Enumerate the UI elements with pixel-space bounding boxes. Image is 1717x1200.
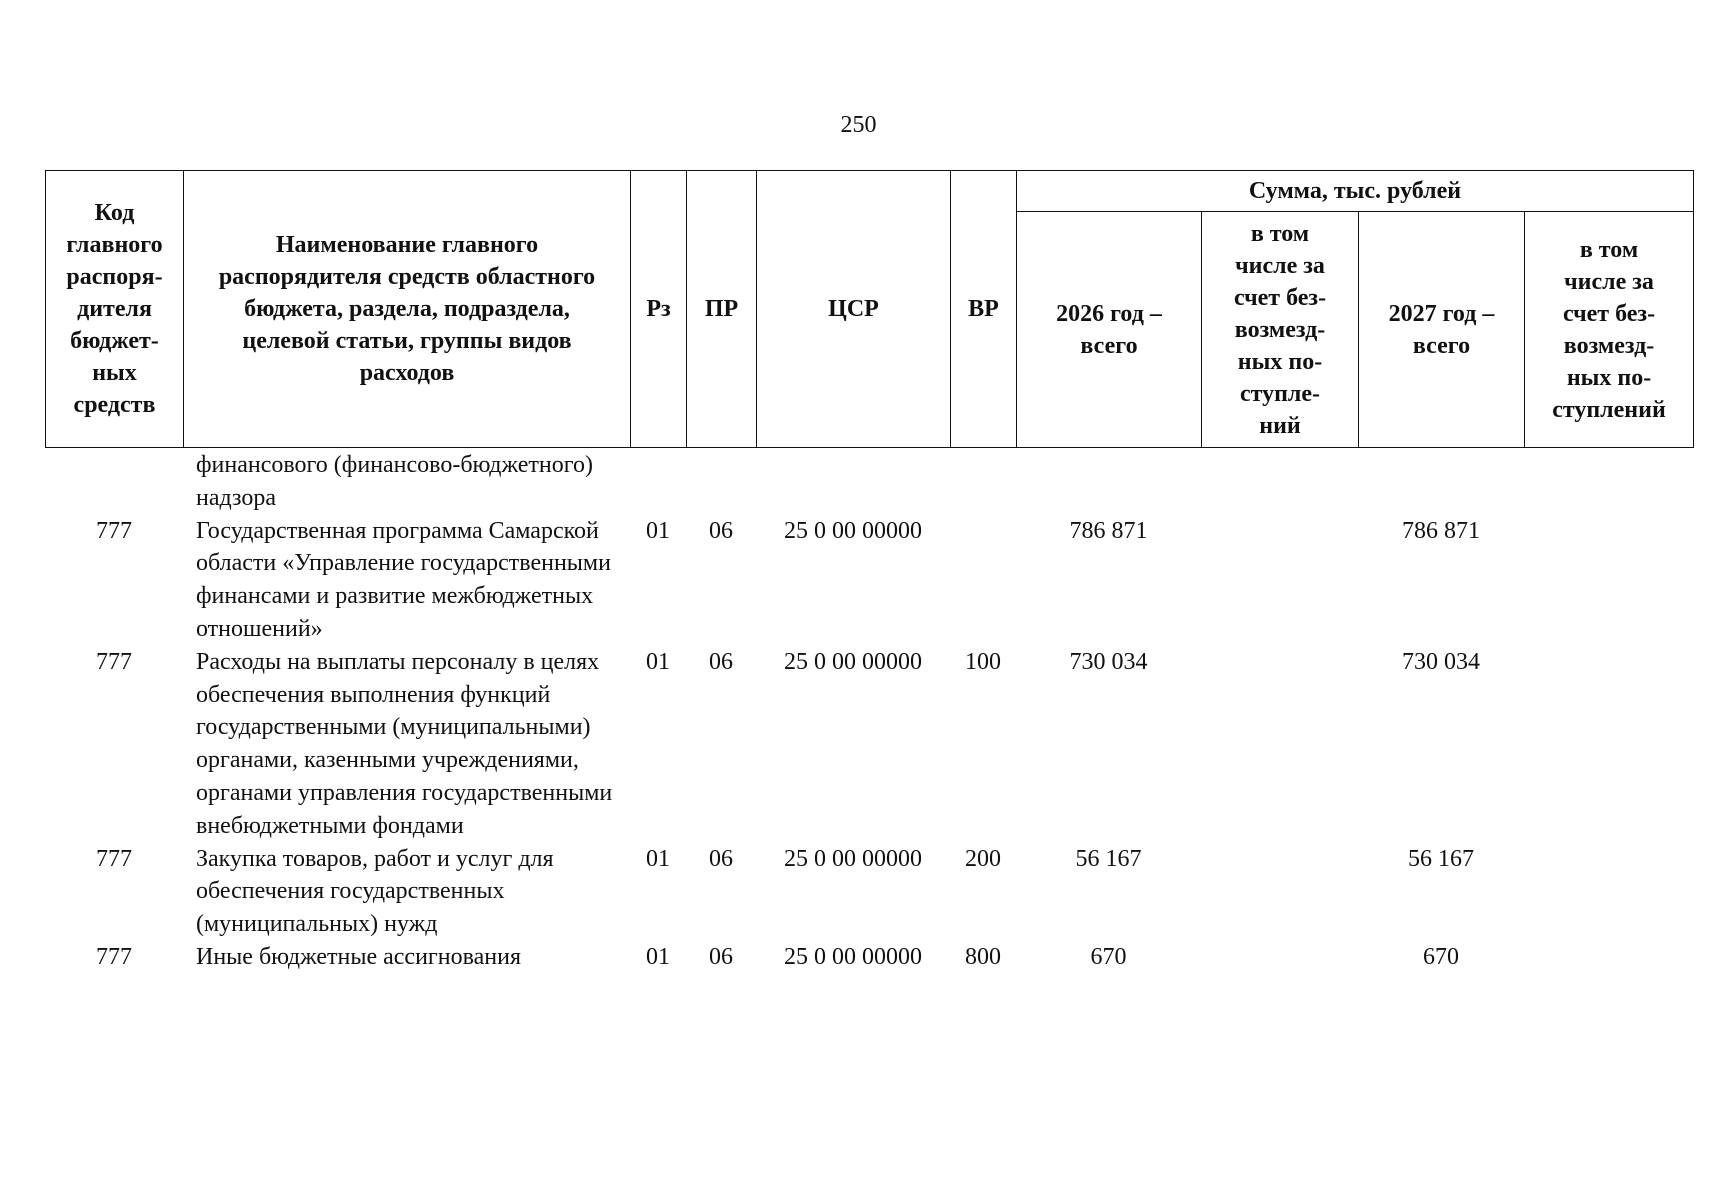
header-pr: ПР (687, 171, 757, 448)
header-sum-title: Сумма, тыс. рублей (1017, 171, 1694, 212)
cell-2026-free (1201, 449, 1358, 515)
cell-rz (630, 449, 686, 515)
cell-name: Иные бюджетные ассигнования (196, 943, 521, 970)
cell-code: 777 (96, 845, 132, 872)
header-2026-total: 2026 год – всего (1017, 212, 1202, 448)
header-csr: ЦСР (757, 171, 951, 448)
cell-csr: 25 0 00 00000 (784, 943, 922, 970)
cell-2026-free (1201, 843, 1358, 941)
cell-pr: 06 (709, 943, 733, 970)
cell-2026-total: 670 (1090, 943, 1127, 970)
cell-code: 777 (96, 517, 132, 544)
header-code: Код главного распоря- дителя бюджет- ных средств (46, 171, 184, 448)
cell-name: финансового (финансово-бюджетного) надзора (196, 452, 593, 511)
cell-2026-free (1201, 941, 1358, 974)
cell-name: Закупка товаров, работ и услуг для обеспечения государственных (муниципальных) нужд (196, 845, 554, 938)
cell-vr (950, 515, 1016, 646)
cell-rz: 01 (646, 517, 670, 544)
cell-2027-total (1358, 449, 1524, 515)
cell-csr (756, 449, 950, 515)
cell-2027-total: 786 871 (1402, 517, 1480, 544)
table-header (45, 170, 1694, 448)
cell-2027-total: 670 (1423, 943, 1459, 970)
table-row (45, 843, 1693, 941)
cell-2027-total: 56 167 (1408, 845, 1474, 872)
cell-rz: 01 (646, 648, 670, 675)
cell-rz: 01 (646, 845, 670, 872)
cell-vr (950, 449, 1016, 515)
cell-pr: 06 (709, 845, 733, 872)
cell-2027-free (1524, 843, 1693, 941)
page-number: 250 (840, 112, 877, 138)
table-row (45, 941, 1693, 974)
cell-pr (686, 449, 756, 515)
cell-2027-total: 730 034 (1402, 648, 1480, 675)
cell-2027-free (1524, 449, 1693, 515)
cell-vr: 800 (965, 943, 1001, 970)
cell-csr: 25 0 00 00000 (784, 648, 922, 675)
cell-vr: 200 (965, 845, 1001, 872)
cell-2026-total (1016, 449, 1201, 515)
header-rz: Рз (631, 171, 687, 448)
cell-csr: 25 0 00 00000 (784, 845, 922, 872)
header-2027-free: в том числе за счет без- возмезд- ных по- ступлений (1525, 212, 1694, 448)
cell-2026-free (1201, 515, 1358, 646)
cell-2026-total: 56 167 (1075, 845, 1142, 872)
cell-name: Государственная программа Самарской области «Управление государственными финансами и развитие межбюджетных отношений» (196, 517, 611, 642)
cell-2027-free (1524, 646, 1693, 843)
cell-code: 777 (96, 943, 132, 970)
cell-2026-free (1201, 646, 1358, 843)
table-row (45, 646, 1693, 843)
cell-code: 777 (96, 648, 132, 675)
header-vr: ВР (951, 171, 1017, 448)
cell-pr: 06 (709, 517, 733, 544)
table-row (45, 449, 1693, 515)
cell-code (45, 449, 183, 515)
cell-pr: 06 (709, 648, 733, 675)
table-row (45, 515, 1693, 646)
header-2026-free: в том числе за счет без- возмезд- ных по- ступле- ний (1202, 212, 1359, 448)
cell-csr: 25 0 00 00000 (784, 517, 922, 544)
cell-2026-total: 730 034 (1069, 648, 1148, 675)
budget-table-body (45, 449, 1693, 974)
cell-name: Расходы на выплаты персоналу в целях обеспечения выполнения функций государственными (муниципальными) органами, казенными учреждениями, органами управления государственными внебюджетными фондами (196, 648, 613, 839)
header-2027-total: 2027 год – всего (1359, 212, 1525, 448)
cell-rz: 01 (646, 943, 670, 970)
header-name: Наименование главного распорядителя средств областного бюджета, раздела, подраздела, целевой статьи, группы видов расходов (184, 171, 631, 448)
cell-2027-free (1524, 515, 1693, 646)
cell-2027-free (1524, 941, 1693, 974)
cell-2026-total: 786 871 (1069, 517, 1148, 544)
cell-vr: 100 (965, 648, 1001, 675)
